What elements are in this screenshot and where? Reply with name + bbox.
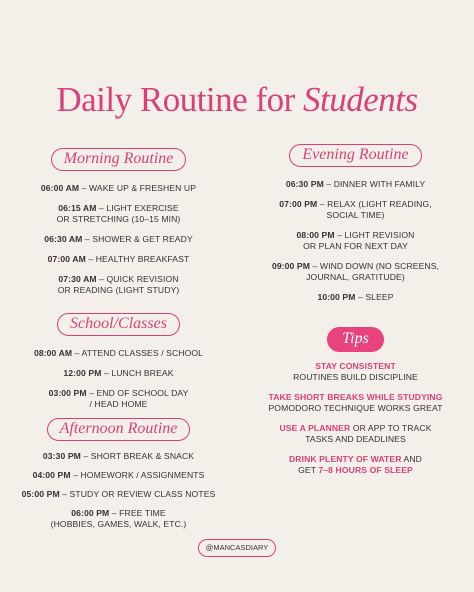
- school-item-1: 08:00 AM – ATTEND CLASSES / SCHOOL: [33, 348, 204, 358]
- tips-heading: Tips: [327, 327, 384, 352]
- morning-heading: Morning Routine: [51, 148, 187, 171]
- morning-item-2: 06:15 AM – LIGHT EXERCISE OR STRETCHING (10–15 MIN): [56, 203, 181, 224]
- right-column: [237, 144, 474, 476]
- morning-item-4: 07:00 AM – HEALTHY BREAKFAST: [47, 254, 190, 264]
- afternoon-item-3: 05:00 PM – STUDY OR REVIEW CLASS NOTES: [21, 489, 216, 499]
- afternoon-heading: Afternoon Routine: [47, 418, 191, 441]
- school-item-3: 03:00 PM – END OF SCHOOL DAY / HEAD HOME: [48, 388, 189, 409]
- tip-2: TAKE SHORT BREAKS WHILE STUDYING POMODORO TECHNIQUE WORKS GREAT: [268, 392, 443, 413]
- tip-3: USE A PLANNER OR APP TO TRACK TASKS AND DEADLINES: [279, 423, 432, 444]
- footer-handle: @MANCASDIARY: [198, 539, 276, 557]
- tip-4: DRINK PLENTY OF WATER AND GET 7–8 HOURS OF SLEEP: [288, 454, 422, 475]
- afternoon-item-4: 06:00 PM – FREE TIME (HOBBIES, GAMES, WALK, ETC.): [50, 508, 187, 529]
- afternoon-item-1: 03:30 PM – SHORT BREAK & SNACK: [42, 451, 195, 461]
- evening-item-4: 09:00 PM – WIND DOWN (NO SCREENS, JOURNAL, GRATITUDE): [271, 261, 440, 282]
- evening-item-3: 08:00 PM – LIGHT REVISION OR PLAN FOR NEXT DAY: [296, 230, 415, 251]
- evening-heading: Evening Routine: [289, 144, 421, 167]
- title-main: Daily Routine for: [56, 80, 304, 119]
- morning-item-3: 06:30 AM – SHOWER & GET READY: [44, 234, 193, 244]
- evening-item-1: 06:30 PM – DINNER WITH FAMILY: [285, 179, 426, 189]
- morning-item-1: 06:00 AM – WAKE UP & FRESHEN UP: [40, 183, 197, 193]
- morning-item-5: 07:30 AM – QUICK REVISION OR READING (LIGHT STUDY): [57, 274, 180, 295]
- left-column: [0, 148, 237, 530]
- afternoon-item-2: 04:00 PM – HOMEWORK / ASSIGNMENTS: [32, 470, 205, 480]
- school-item-2: 12:00 PM – LUNCH BREAK: [63, 368, 174, 378]
- page-title: [0, 80, 474, 120]
- tip-1: STAY CONSISTENT ROUTINES BUILD DISCIPLINE: [293, 361, 418, 382]
- title-emphasis: Students: [303, 80, 418, 119]
- evening-item-5: 10:00 PM – SLEEP: [317, 292, 394, 302]
- school-heading: School/Classes: [57, 313, 180, 336]
- evening-item-2: 07:00 PM – RELAX (LIGHT READING, SOCIAL TIME): [279, 199, 432, 220]
